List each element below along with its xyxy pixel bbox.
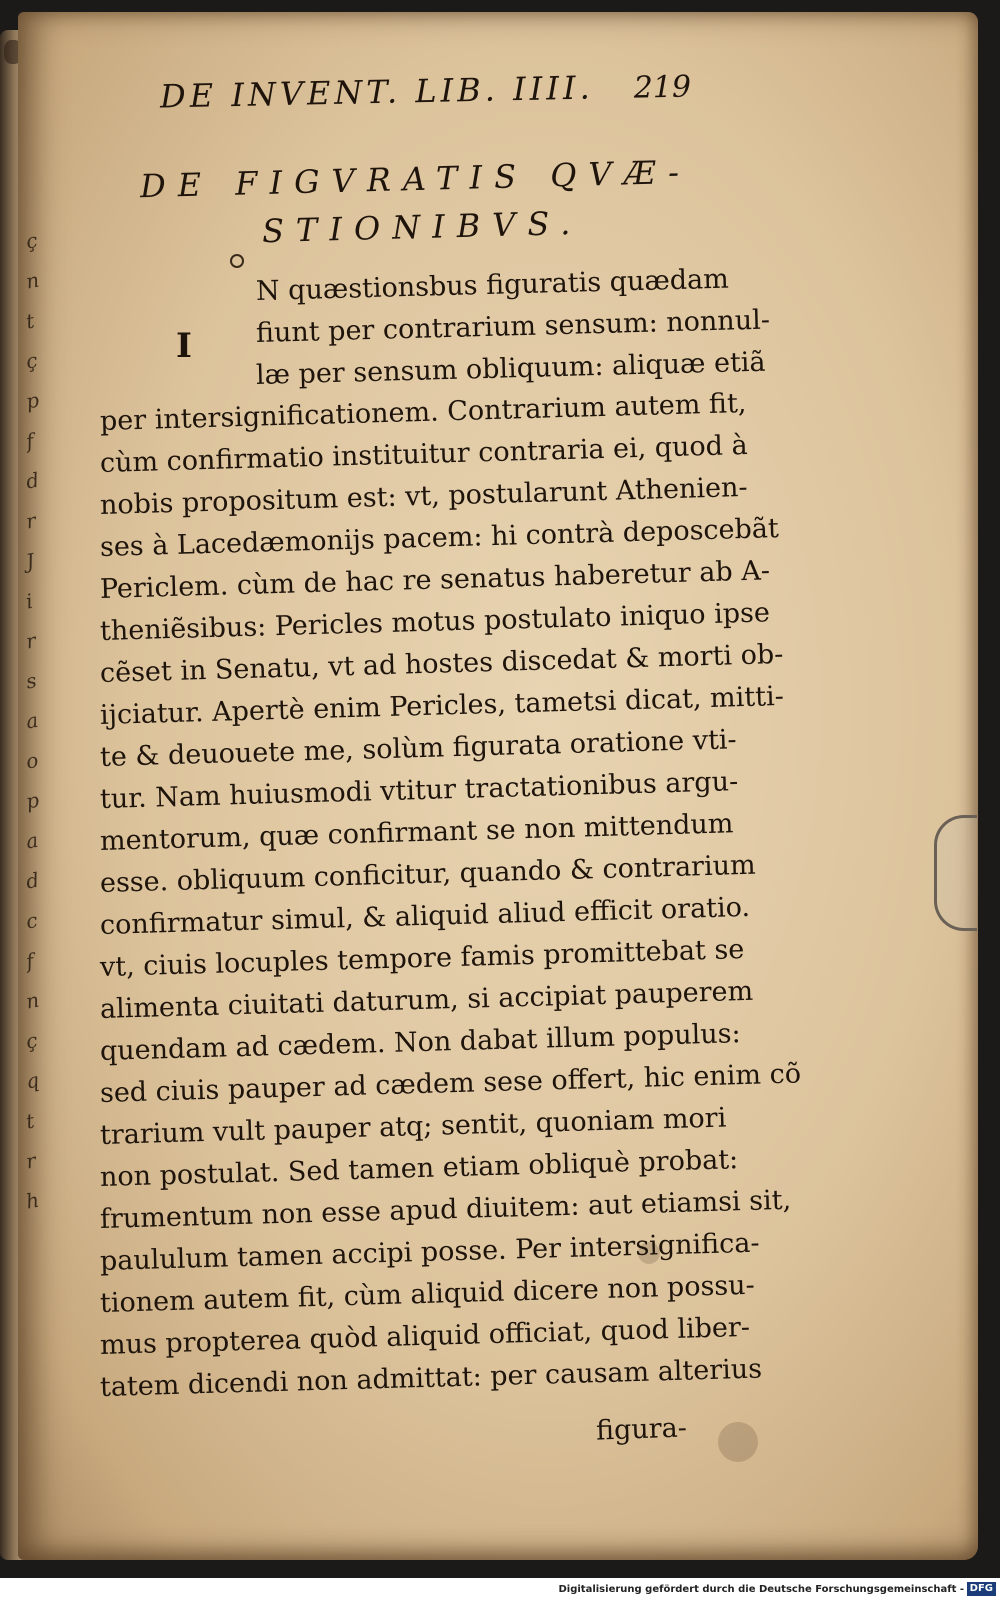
page-stain — [718, 1422, 758, 1462]
text-line: ijciatur. Apertè enim Pericles, tametsi dicat, mitti- — [99, 680, 785, 731]
text-line: confirmatur simul, & aliquid aliud efficit oratio. — [99, 891, 751, 941]
chapter-title-line-2: STIONIBVS. — [261, 203, 583, 251]
text-line: sed ciuis pauper ad cædem sese offert, hic enim cõ — [99, 1058, 802, 1109]
text-line: paululum tamen accipi posse. Per intersignifica- — [99, 1227, 760, 1277]
text-line: tatem dicendi non admittat: per causam alterius — [99, 1353, 763, 1403]
folio-number: 219 — [633, 69, 692, 106]
text-line: te & deuouete me, solùm figurata oratione vti- — [99, 724, 737, 773]
text-line: cùm confirmatio instituitur contraria ei, quod à — [99, 429, 749, 479]
text-line: esse. obliquum conficitur, quando & contrarium — [99, 849, 757, 899]
text-line: per intersignificationem. Contrarium autem fit, — [99, 387, 747, 437]
dfg-logo: DFG — [967, 1582, 996, 1596]
page-clip — [934, 815, 977, 931]
chapter-title-line-1: DE FIGVRATIS QVÆ- — [139, 152, 692, 206]
text-line: cẽset in Senatu, vt ad hostes discedat & morti ob- — [99, 638, 784, 689]
ink-dot — [230, 254, 244, 268]
text-line: mentorum, quæ confirmant se non mittendum — [99, 808, 734, 857]
text-line: nobis propositum est: vt, postularunt Athenien- — [99, 471, 748, 521]
running-title: DE INVENT. LIB. IIII. — [159, 68, 595, 116]
text-line: frumentum non esse apud diuitem: aut etiamsi sit, — [99, 1184, 792, 1235]
text-line: alimenta ciuitati daturum, si accipiat pauperem — [99, 975, 754, 1025]
text-line: vt, ciuis locuples tempore famis promittebat se — [99, 934, 745, 983]
initial-letter: I — [176, 326, 192, 366]
facing-page-text-fragments: ç n t ç p f d r J i r s a o p a d c f n ç q t r h — [24, 227, 41, 1214]
text-line: tionem autem fit, cùm aliquid dicere non possu- — [99, 1269, 756, 1319]
text-line: trarium vult pauper atq; sentit, quoniam mori — [99, 1102, 727, 1151]
catchword: figura- — [595, 1412, 688, 1447]
text-line: theniẽsibus: Pericles motus postulato iniquo ipse — [99, 597, 771, 647]
text-line: non postulat. Sed tamen etiam obliquè probat: — [99, 1144, 739, 1193]
text-line: mus propterea quòd aliquid officiat, quod liber- — [99, 1311, 751, 1361]
text-line: læ per sensum obliquum: aliquæ etiã — [255, 346, 766, 391]
text-line: fiunt per contrarium sensum: nonnul- — [255, 304, 771, 349]
funding-credit: Digitalisierung gefördert durch die Deutsche Forschungsgemeinschaft - — [558, 1584, 964, 1595]
text-line: N quæstionsbus figuratis quædam — [255, 263, 730, 307]
text-line: quendam ad cædem. Non dabat illum populus: — [99, 1018, 742, 1067]
text-line: tur. Nam huiusmodi vtitur tractationibus argu- — [99, 766, 739, 815]
text-line: ses à Lacedæmonijs pacem: hi contrà deposcebãt — [99, 513, 780, 563]
text-line: Periclem. cùm de hac re senatus haberetur ab A- — [99, 555, 771, 605]
